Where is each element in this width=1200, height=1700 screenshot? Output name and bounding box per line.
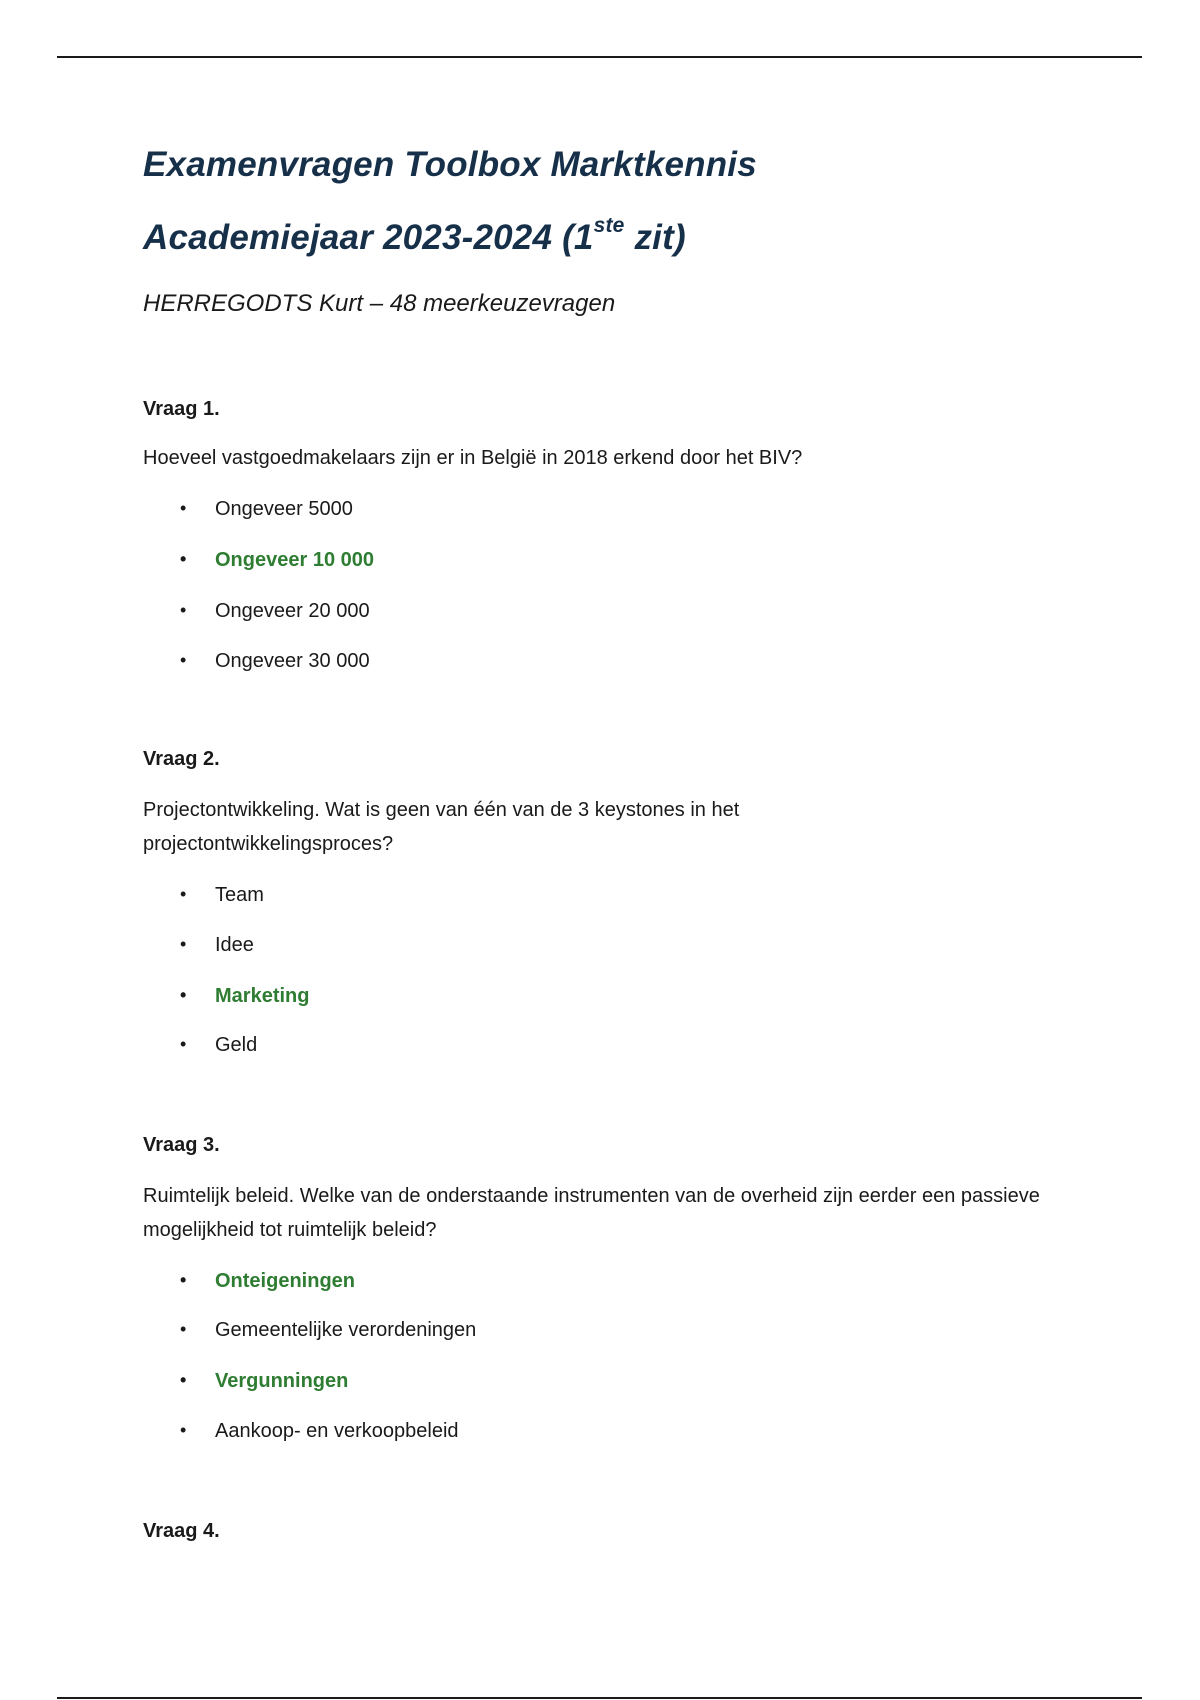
question-2-label: Vraag 2. xyxy=(143,748,220,770)
question-3-label: Vraag 3. xyxy=(143,1134,220,1156)
question-1-label: Vraag 1. xyxy=(143,398,220,420)
bullet-icon: • xyxy=(180,1034,187,1054)
question-2-option-3-correct: • Marketing xyxy=(180,985,310,1007)
bullet-icon: • xyxy=(180,549,187,569)
bullet-icon: • xyxy=(180,884,187,904)
question-1-option-4: • Ongeveer 30 000 xyxy=(180,650,370,672)
page-top-rule xyxy=(57,56,1142,58)
question-4-label: Vraag 4. xyxy=(143,1520,220,1542)
question-2-option-1: • Team xyxy=(180,884,264,906)
question-3-option-3-correct: • Vergunningen xyxy=(180,1370,349,1392)
page-bottom-rule xyxy=(57,1697,1142,1699)
question-1-option-2-correct: • Ongeveer 10 000 xyxy=(180,549,374,571)
question-3-option-4: • Aankoop- en verkoopbeleid xyxy=(180,1420,459,1442)
bullet-icon: • xyxy=(180,1270,187,1290)
bullet-icon: • xyxy=(180,934,187,954)
question-3-option-1-correct: • Onteigeningen xyxy=(180,1270,355,1292)
document-title-academic-year xyxy=(143,214,686,258)
question-3-text: Ruimtelijk beleid. Welke van de onderstaande instrumenten van de overheid zijn eerder een passieve mogelijkheid tot ruimtelijk beleid? xyxy=(143,1185,1040,1241)
academic-year-text: Academiejaar 2023-2024 (1 xyxy=(143,218,594,257)
bullet-icon: • xyxy=(180,1319,187,1339)
question-2-option-2: • Idee xyxy=(180,934,254,956)
bullet-icon: • xyxy=(180,985,187,1005)
question-2-option-4: • Geld xyxy=(180,1034,258,1056)
question-1-option-1: • Ongeveer 5000 xyxy=(180,498,353,520)
document-subtitle: HERREGODTS Kurt – 48 meerkeuzevragen xyxy=(143,290,616,317)
question-1-option-3: • Ongeveer 20 000 xyxy=(180,600,370,622)
document-title: Examenvragen Toolbox Marktkennis xyxy=(143,145,757,184)
bullet-icon: • xyxy=(180,600,187,620)
question-1-text: Hoeveel vastgoedmakelaars zijn er in België in 2018 erkend door het BIV? xyxy=(143,447,803,469)
academic-year-superscript: ste xyxy=(593,214,625,238)
bullet-icon: • xyxy=(180,1370,187,1390)
bullet-icon: • xyxy=(180,498,187,518)
bullet-icon: • xyxy=(180,1420,187,1440)
question-3-option-2: • Gemeentelijke verordeningen xyxy=(180,1319,477,1341)
academic-year-end: zit) xyxy=(624,218,686,257)
question-2-text: Projectontwikkeling. Wat is geen van één van de 3 keystones in het projectontwikkelingsproces? xyxy=(143,799,740,855)
bullet-icon: • xyxy=(180,650,187,670)
